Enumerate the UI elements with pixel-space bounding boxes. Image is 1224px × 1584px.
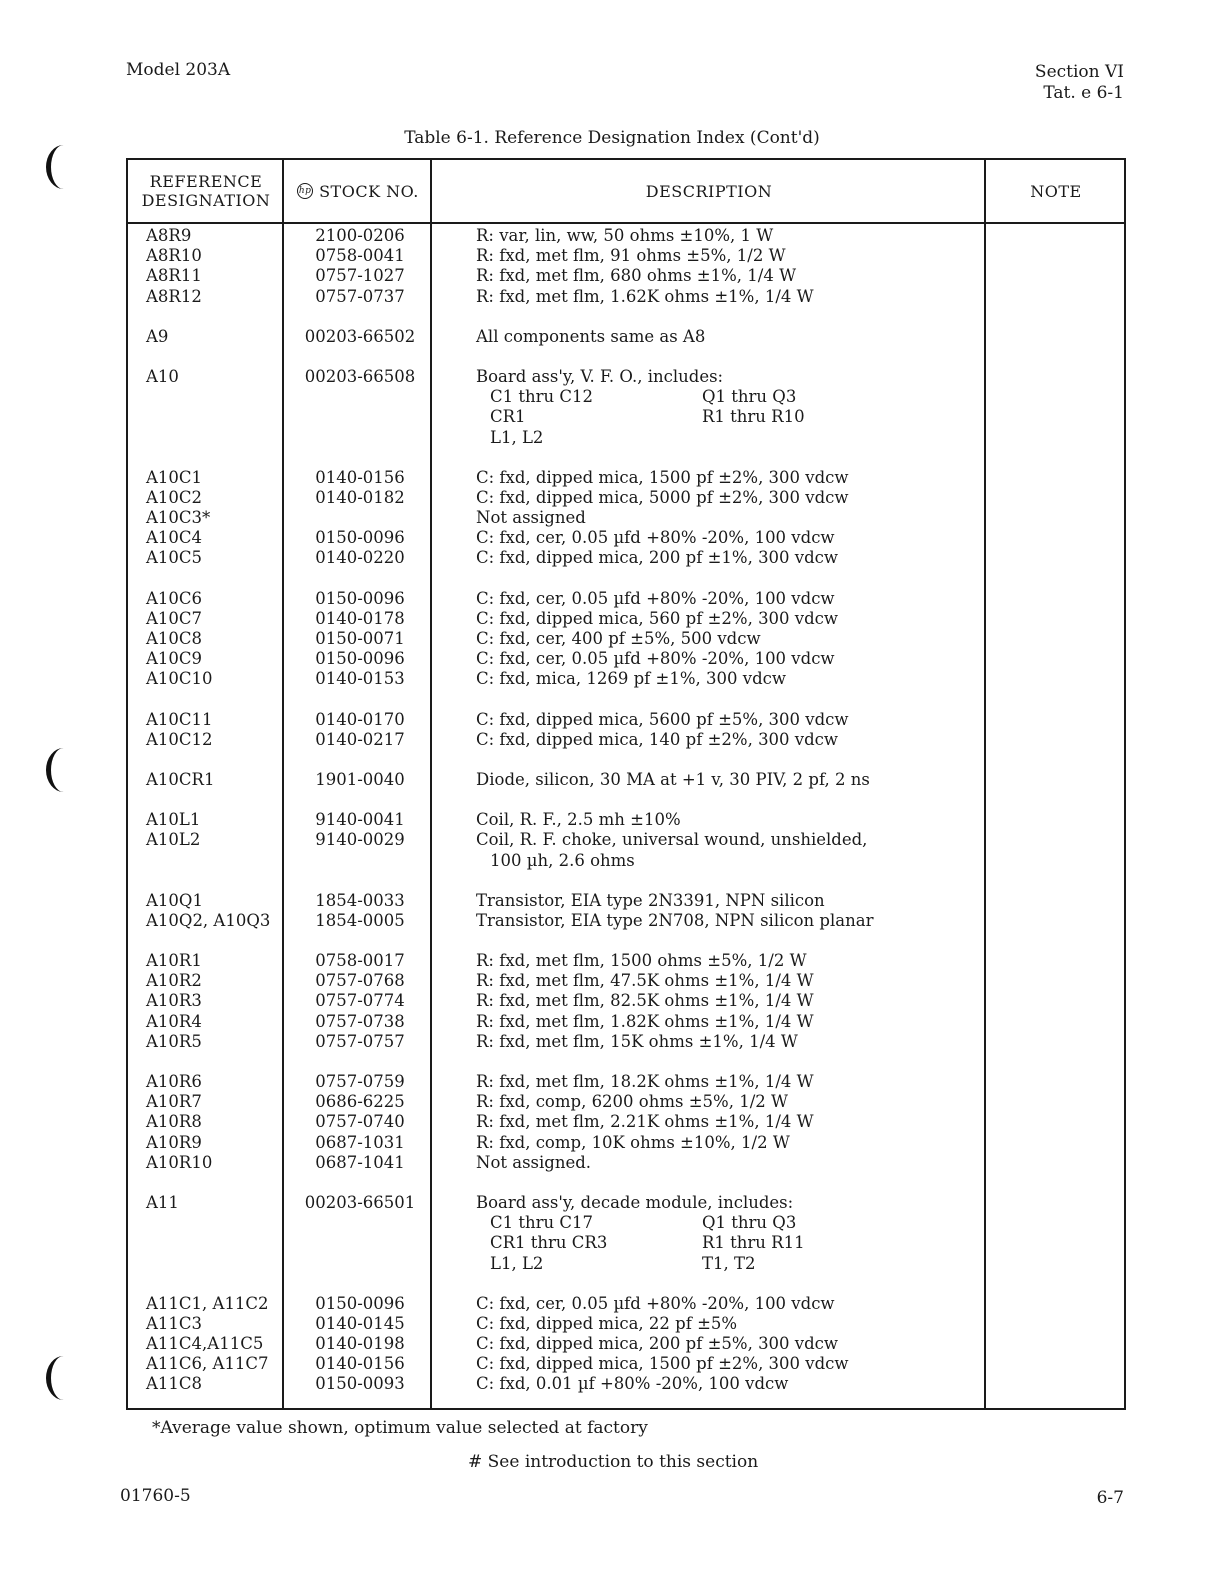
description: R: fxd, met flm, 1.62K ohms ±1%, 1/4 W xyxy=(476,286,814,306)
reference-designation: A10R8 xyxy=(146,1112,202,1132)
stock-number: 0140-0198 xyxy=(315,1334,405,1354)
included-component: Q1 thru Q3 xyxy=(702,387,797,407)
description: Transistor, EIA type 2N3391, NPN silicon xyxy=(476,890,825,910)
reference-designation: A11C4,A11C5 xyxy=(146,1334,264,1354)
stock-number: 0687-1041 xyxy=(315,1152,405,1172)
intro-note: # See introduction to this section xyxy=(468,1452,759,1472)
description: R: fxd, met flm, 1500 ohms ±5%, 1/2 W xyxy=(476,951,807,971)
includes-row xyxy=(126,428,1126,448)
reference-designation: A11 xyxy=(146,1192,179,1212)
reference-designation: A10 xyxy=(146,366,179,386)
description: C: fxd, dipped mica, 200 pf ±1%, 300 vdcw xyxy=(476,548,839,568)
stock-number: 0687-1031 xyxy=(315,1132,405,1152)
binder-hole-top xyxy=(46,145,81,189)
description: R: fxd, met flm, 18.2K ohms ±1%, 1/4 W xyxy=(476,1072,814,1091)
description: C: fxd, cer, 0.05 µfd +80% -20%, 100 vdcw xyxy=(476,1293,835,1313)
stock-number: 0757-0774 xyxy=(315,991,405,1011)
reference-designation: A8R9 xyxy=(146,226,192,245)
table-row xyxy=(126,1032,1126,1052)
page-number: 6-7 xyxy=(1096,1488,1124,1508)
table-body xyxy=(126,226,1126,1415)
stock-number: 00203-66508 xyxy=(304,366,416,386)
description: R: fxd, met flm, 15K ohms ±1%, 1/4 W xyxy=(476,1031,798,1051)
description: R: fxd, met flm, 47.5K ohms ±1%, 1/4 W xyxy=(476,971,814,991)
table-row xyxy=(126,1334,1126,1354)
table-row xyxy=(126,669,1126,689)
included-component: Q1 thru Q3 xyxy=(702,1213,797,1233)
includes-row xyxy=(126,1254,1126,1274)
model-label: Model 203A xyxy=(126,60,231,80)
table-row xyxy=(126,810,1126,830)
included-component: C1 thru C12 xyxy=(490,387,594,407)
hp-logo-icon: hp xyxy=(297,183,313,199)
included-component: C1 thru C17 xyxy=(490,1213,594,1233)
reference-designation: A10C10 xyxy=(146,669,213,689)
description: C: fxd, dipped mica, 200 pf ±5%, 300 vdcw xyxy=(476,1334,839,1354)
table-row xyxy=(126,528,1126,548)
reference-designation: A10R7 xyxy=(146,1092,202,1112)
stock-number: 0140-0182 xyxy=(315,487,405,507)
stock-number: 0150-0096 xyxy=(315,588,405,608)
stock-number: 0140-0178 xyxy=(315,608,405,628)
stock-number: 0150-0093 xyxy=(315,1374,405,1394)
column-header-reference-line1: REFERENCE xyxy=(149,172,263,191)
reference-designation: A11C8 xyxy=(146,1374,203,1394)
included-component: L1, L2 xyxy=(490,427,544,447)
table-row xyxy=(126,991,1126,1011)
column-header-description xyxy=(432,160,986,222)
included-component: R1 thru R11 xyxy=(702,1233,805,1253)
table-row xyxy=(126,508,1126,528)
stock-number: 0757-0759 xyxy=(315,1072,405,1091)
section-name: Section VI xyxy=(1034,62,1124,82)
reference-designation: A10C7 xyxy=(146,608,203,628)
description: C: fxd, dipped mica, 22 pf ±5% xyxy=(476,1313,738,1333)
includes-row xyxy=(126,407,1126,427)
column-header-stock xyxy=(284,160,432,222)
stock-number: 0757-1027 xyxy=(315,266,405,286)
stock-number: 0150-0096 xyxy=(315,649,405,669)
row-group xyxy=(126,367,1126,448)
reference-designation: A11C3 xyxy=(146,1313,203,1333)
description: Diode, silicon, 30 MA at +1 v, 30 PIV, 2 pf, 2 ns xyxy=(476,769,870,789)
binder-hole-middle xyxy=(46,748,81,792)
description: C: fxd, 0.01 µf +80% -20%, 100 vdcw xyxy=(476,1374,789,1394)
stock-number: 9140-0029 xyxy=(315,830,405,850)
reference-designation: A10C9 xyxy=(146,649,203,669)
row-group xyxy=(126,770,1126,790)
description: Board ass'y, decade module, includes: xyxy=(476,1192,794,1212)
includes-row xyxy=(126,1213,1126,1233)
stock-number: 00203-66502 xyxy=(304,326,416,346)
stock-number: 0150-0071 xyxy=(315,629,405,648)
document-number: 01760-5 xyxy=(120,1486,191,1506)
description: C: fxd, dipped mica, 140 pf ±2%, 300 vdcw xyxy=(476,729,839,749)
table-row xyxy=(126,1133,1126,1153)
stock-number: 2100-0206 xyxy=(315,226,405,245)
description: R: fxd, comp, 10K ohms ±10%, 1/2 W xyxy=(476,1132,790,1152)
stock-number: 0140-0156 xyxy=(315,1354,405,1374)
stock-number: 0757-0740 xyxy=(315,1112,405,1132)
includes-row xyxy=(126,1233,1126,1253)
reference-designation: A10L1 xyxy=(146,810,201,830)
row-group xyxy=(126,951,1126,1052)
stock-number: 0140-0153 xyxy=(315,669,405,689)
reference-designation: A8R12 xyxy=(146,286,202,306)
row-group xyxy=(126,226,1126,307)
stock-number: 0757-0757 xyxy=(315,1031,405,1051)
description: R: fxd, comp, 6200 ohms ±5%, 1/2 W xyxy=(476,1092,788,1112)
row-group xyxy=(126,589,1126,690)
stock-number: 0758-0041 xyxy=(315,246,405,266)
binder-hole-bottom xyxy=(46,1356,81,1400)
reference-designation: A10R6 xyxy=(146,1072,202,1091)
row-group xyxy=(126,1072,1126,1173)
row-group xyxy=(126,891,1126,931)
table-row xyxy=(126,468,1126,488)
description: C: fxd, cer, 0.05 µfd +80% -20%, 100 vdcw xyxy=(476,588,835,608)
included-component: L1, L2 xyxy=(490,1253,544,1273)
table-row xyxy=(126,548,1126,568)
stock-number: 0140-0220 xyxy=(315,548,405,568)
includes-row xyxy=(126,387,1126,407)
reference-designation: A10C12 xyxy=(146,729,213,749)
reference-designation: A10C8 xyxy=(146,629,203,648)
table-row xyxy=(126,911,1126,931)
description: Transistor, EIA type 2N708, NPN silicon planar xyxy=(476,910,874,930)
description: C: fxd, cer, 0.05 µfd +80% -20%, 100 vdcw xyxy=(476,649,835,669)
reference-designation: A10C3* xyxy=(146,508,211,528)
table-row xyxy=(126,1092,1126,1112)
reference-designation: A10Q2, A10Q3 xyxy=(146,910,271,930)
row-group xyxy=(126,710,1126,750)
stock-number: 0758-0017 xyxy=(315,951,405,971)
table-row xyxy=(126,971,1126,991)
row-group xyxy=(126,468,1126,569)
reference-designation: A10CR1 xyxy=(146,769,215,789)
reference-designation: A11C1, A11C2 xyxy=(146,1293,269,1313)
table-row xyxy=(126,891,1126,911)
section-label xyxy=(1035,62,1124,104)
table-row xyxy=(126,1193,1126,1213)
reference-designation: A8R10 xyxy=(146,246,202,266)
row-group xyxy=(126,327,1126,347)
stock-number: 0150-0096 xyxy=(315,1293,405,1313)
description: R: fxd, met flm, 91 ohms ±5%, 1/2 W xyxy=(476,246,786,266)
table-row xyxy=(126,1012,1126,1032)
stock-number: 0757-0768 xyxy=(315,971,405,991)
stock-number: 9140-0041 xyxy=(315,810,405,830)
reference-designation: A10L2 xyxy=(146,830,201,850)
table-row xyxy=(126,710,1126,730)
row-group xyxy=(126,1193,1126,1274)
description: Not assigned xyxy=(476,508,586,528)
description: R: fxd, met flm, 82.5K ohms ±1%, 1/4 W xyxy=(476,991,814,1011)
reference-designation: A9 xyxy=(146,326,169,346)
stock-number: 1901-0040 xyxy=(315,769,405,789)
table-row xyxy=(126,1374,1126,1394)
description: R: var, lin, ww, 50 ohms ±10%, 1 W xyxy=(476,226,774,245)
description: Coil, R. F. choke, universal wound, unshielded, xyxy=(476,830,868,850)
stock-number: 0686-6225 xyxy=(315,1092,405,1112)
description: C: fxd, cer, 400 pf ±5%, 500 vdcw xyxy=(476,629,761,648)
column-header-reference-line2: DESIGNATION xyxy=(141,191,271,210)
table-row xyxy=(126,951,1126,971)
reference-designation: A10R10 xyxy=(146,1152,213,1172)
table-row xyxy=(126,226,1126,246)
description: R: fxd, met flm, 1.82K ohms ±1%, 1/4 W xyxy=(476,1011,814,1031)
table-row xyxy=(126,629,1126,649)
table-row xyxy=(126,246,1126,266)
stock-number: 1854-0005 xyxy=(315,910,405,930)
reference-designation: A10R4 xyxy=(146,1011,202,1031)
table-row xyxy=(126,1112,1126,1132)
reference-designation: A10C11 xyxy=(146,709,213,729)
footnote: *Average value shown, optimum value selected at factory xyxy=(152,1418,648,1438)
table-row xyxy=(126,609,1126,629)
column-header-reference xyxy=(128,160,284,222)
table-row xyxy=(126,367,1126,387)
stock-number: 00203-66501 xyxy=(304,1192,416,1212)
table-row xyxy=(126,730,1126,750)
description: Coil, R. F., 2.5 mh ±10% xyxy=(476,810,681,830)
description: C: fxd, dipped mica, 5000 pf ±2%, 300 vdcw xyxy=(476,487,849,507)
column-header-stock-label: STOCK NO. xyxy=(319,181,419,201)
description: C: fxd, dipped mica, 1500 pf ±2%, 300 vdcw xyxy=(476,1354,849,1374)
table-row xyxy=(126,488,1126,508)
stock-number: 0140-0145 xyxy=(315,1313,405,1333)
stock-number: 0150-0096 xyxy=(315,528,405,548)
reference-designation: A10Q1 xyxy=(146,890,203,910)
included-component: CR1 thru CR3 xyxy=(490,1233,608,1253)
description: All components same as A8 xyxy=(476,326,706,346)
header-divider xyxy=(128,222,1124,224)
reference-designation: A10R3 xyxy=(146,991,202,1011)
table-row xyxy=(126,327,1126,347)
reference-designation: A10C1 xyxy=(146,467,203,487)
reference-designation: A10C5 xyxy=(146,548,203,568)
reference-designation: A10R5 xyxy=(146,1031,202,1051)
column-header-note xyxy=(986,160,1126,222)
included-component: R1 thru R10 xyxy=(702,407,805,427)
description: C: fxd, dipped mica, 560 pf ±2%, 300 vdcw xyxy=(476,608,839,628)
description: C: fxd, cer, 0.05 µfd +80% -20%, 100 vdcw xyxy=(476,528,835,548)
row-group xyxy=(126,810,1126,871)
table-row xyxy=(126,851,1126,871)
reference-designation: A10R2 xyxy=(146,971,202,991)
table-row xyxy=(126,830,1126,850)
stock-number: 1854-0033 xyxy=(315,890,405,910)
description: R: fxd, met flm, 2.21K ohms ±1%, 1/4 W xyxy=(476,1112,814,1132)
table-title: Table 6-1. Reference Designation Index (Cont'd) xyxy=(404,128,820,148)
table-row xyxy=(126,287,1126,307)
description: Board ass'y, V. F. O., includes: xyxy=(476,366,724,386)
table-reference: Tat. e 6-1 xyxy=(1043,83,1124,103)
table-row xyxy=(126,770,1126,790)
row-group xyxy=(126,1294,1126,1395)
table-row xyxy=(126,589,1126,609)
reference-designation: A10C2 xyxy=(146,487,203,507)
table-row xyxy=(126,1314,1126,1334)
stock-number: 0140-0156 xyxy=(315,467,405,487)
description: R: fxd, met flm, 680 ohms ±1%, 1/4 W xyxy=(476,266,797,286)
stock-number: 0140-0217 xyxy=(315,729,405,749)
reference-designation: A11C6, A11C7 xyxy=(146,1354,269,1374)
description: Not assigned. xyxy=(476,1152,592,1172)
column-header-description-label: DESCRIPTION xyxy=(645,181,773,201)
table-row xyxy=(126,649,1126,669)
stock-number: 0140-0170 xyxy=(315,709,405,729)
stock-number: 0757-0737 xyxy=(315,286,405,306)
reference-designation: A10C6 xyxy=(146,588,203,608)
reference-designation: A10C4 xyxy=(146,528,203,548)
table-row xyxy=(126,1294,1126,1314)
stock-number: 0757-0738 xyxy=(315,1011,405,1031)
description: 100 µh, 2.6 ohms xyxy=(490,850,635,870)
included-component: T1, T2 xyxy=(702,1253,756,1273)
table-row xyxy=(126,1153,1126,1173)
description: C: fxd, mica, 1269 pf ±1%, 300 vdcw xyxy=(476,669,787,689)
table-row xyxy=(126,1354,1126,1374)
column-header-note-label: NOTE xyxy=(1030,181,1082,201)
reference-designation: A10R1 xyxy=(146,951,202,971)
table-row xyxy=(126,266,1126,286)
reference-designation: A10R9 xyxy=(146,1132,202,1152)
description: C: fxd, dipped mica, 1500 pf ±2%, 300 vdcw xyxy=(476,467,849,487)
reference-designation: A8R11 xyxy=(146,266,202,286)
description: C: fxd, dipped mica, 5600 pf ±5%, 300 vdcw xyxy=(476,709,849,729)
included-component: CR1 xyxy=(490,407,526,427)
table-row xyxy=(126,1072,1126,1092)
